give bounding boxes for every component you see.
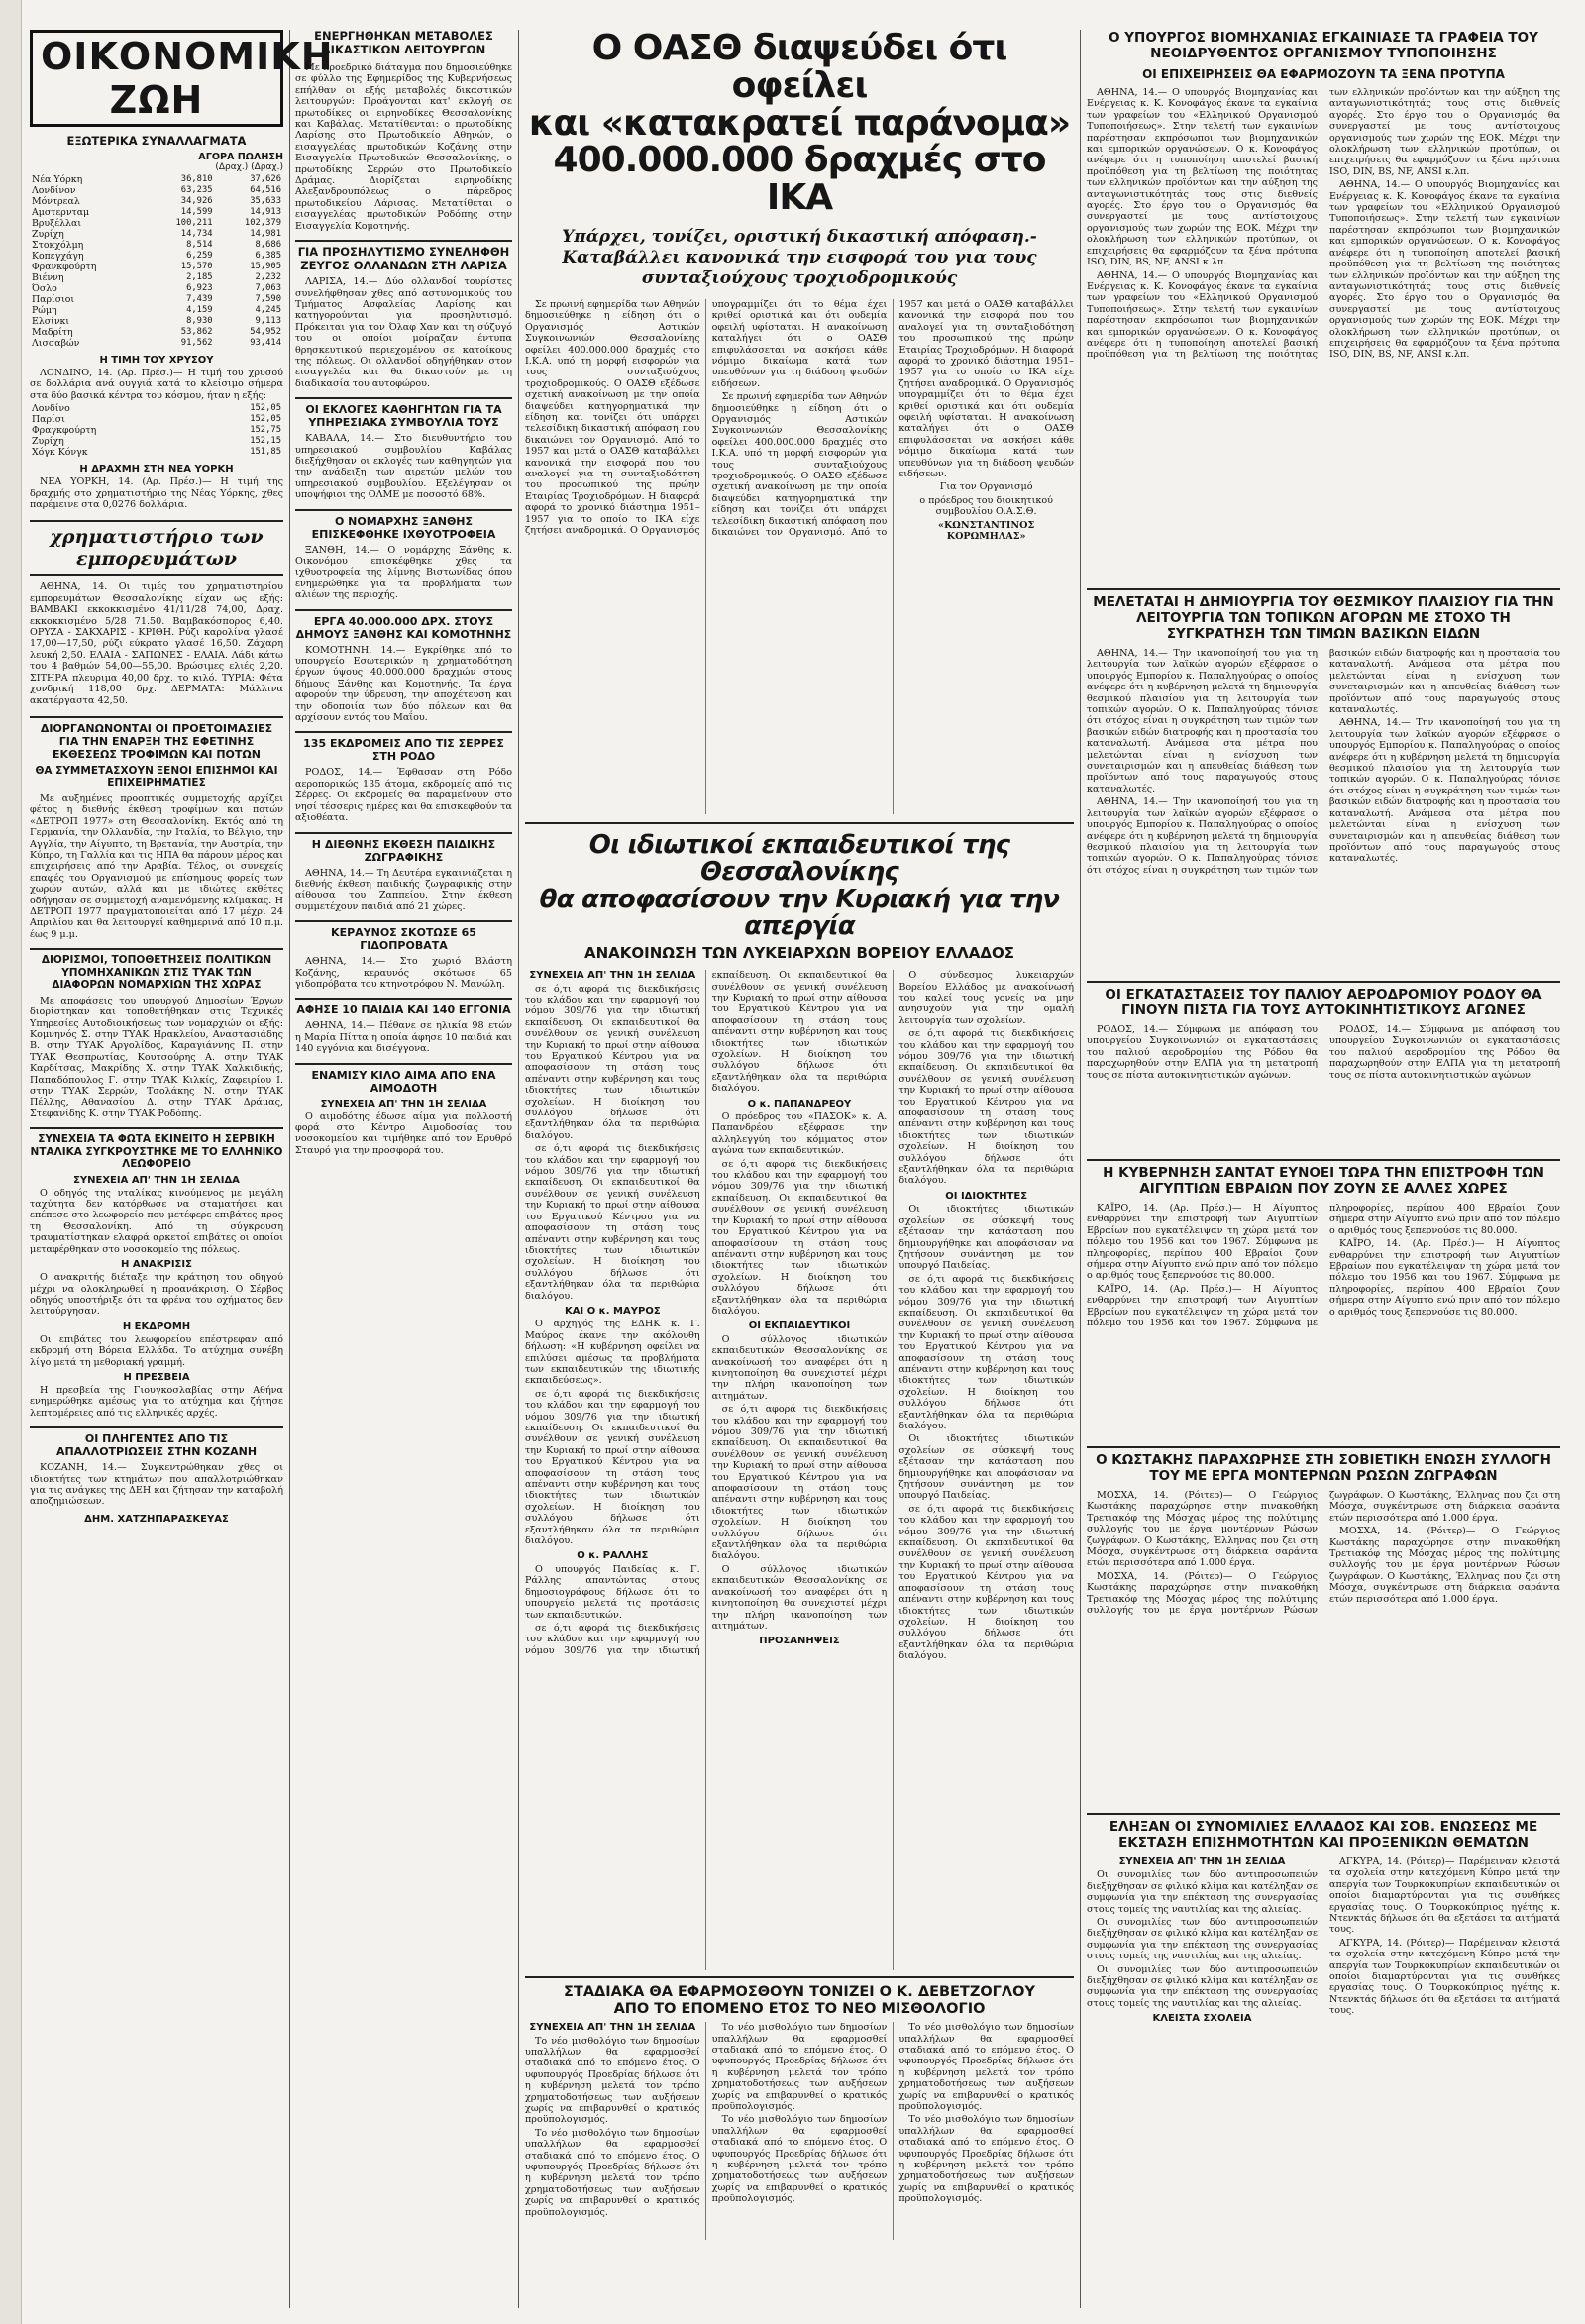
food-fair-subheading: ΘΑ ΣΥΜΜΕΤΑΣΧΟΥΝ ΞΕΝΟΙ ΕΠΙΣΗΜΟΙ ΚΑΙ ΕΠΙΧΕΙΡΗΜΑΤΙΕΣ: [35, 764, 278, 790]
currency-sell: 14,913: [250, 207, 281, 217]
food-fair-heading: ΔΙΟΡΓΑΝΩΝΟΝΤΑΙ ΟΙ ΠΡΟΕΤΟΙΜΑΣΙΕΣ ΓΙΑ ΤΗΝ ΕΝΑΡΞΗ ΤΗΣ ΕΦΕΤΙΝΗΣ ΕΚΘΕΣΕΩΣ ΤΡΟΦΙΜΩΝ ΚΑΙ ΠΟΤΩΝ: [40, 721, 273, 761]
serbian-truck-heading: ΣΥΝΕΧΕΙΑ ΤΑ ΦΩΤΑ ΕΚΙΝΕΙΤΟ Η ΣΕΡΒΙΚΗ ΝΤΑΛΙΚΑ ΣΥΓΚΡΟΥΣΤΗΚΕ ΜΕ ΤΟ ΕΛΛΗΝΙΚΟ ΛΕΩΦΟΡΕΙΟ: [30, 1133, 283, 1171]
gold-market: Φραγκφούρτη: [32, 425, 97, 437]
currency-row: [30, 196, 283, 207]
works-heading: ΕΡΓΑ 40.000.000 ΔΡΧ. ΣΤΟΥΣ ΔΗΜΟΥΣ ΞΑΝΘΗΣ ΚΑΙ ΚΟΜΟΤΗΝΗΣ: [295, 614, 512, 641]
rhodes-excursion-heading: 135 ΕΚΔΡΟΜΕΙΣ ΑΠΟ ΤΙΣ ΣΕΡΡΕΣ ΣΤΗ ΡΟΔΟ: [303, 737, 504, 764]
column-rule: [518, 30, 519, 2308]
currency-buy: 34,926: [180, 196, 213, 206]
currency-name: Αμστερνταμ: [32, 207, 90, 218]
painting-exhibition-text: ΑΘΗΝΑ, 14.— Τη Δευτέρα εγκαινιάζεται η διεθνής έκθεση παιδικής ζωγραφικής στην αίθουσα του Ζαππείου. Στην έκθεση συμμετέχουν παιδιά από 21 χώρες.: [295, 867, 512, 912]
xanthi-heading: Ο ΝΟΜΑΡΧΗΣ ΞΑΝΘΗΣ ΕΠΙΣΚΕΦΘΗΚΕ ΙΧΘΥΟΤΡΟΦΕΙΑ: [311, 514, 496, 541]
currency-name: Βιέννη: [32, 272, 64, 283]
right-column: [1087, 30, 1560, 2308]
currency-sell: 9,113: [255, 316, 281, 326]
larisa-text: ΛΑΡΙΣΑ, 14.— Δύο ολλανδοί τουρίστες συνελήφθησαν χθες από αστυνομικούς του Τμήματος Ασφαλείας Λαρίσης και κατηγορούνται για προσηλυτισμό. Πρόκειται για τον Όλαφ Χαν και τη σύζυγό του οι οποίοι μοίραζαν έντυπα θρησκευτικού περιεχομένου σε κατοίκους της πόλεως. Οι ολλανδοί οδηγήθηκαν στον εισαγγελέα και θα δικαστούν με τη διαδικασία του αυτοφώρου.: [295, 276, 512, 389]
salary-headline-line-1: ΣΤΑΔΙΑΚΑ ΘΑ ΕΦΑΡΜΟΣΘΟΥΝ ΤΟΝΙΖΕΙ Ο Κ. ΔΕΒΕΤΖΟΓΛΟΥ: [564, 1984, 1035, 2001]
currency-row: [30, 251, 283, 262]
currency-name: Ελσίνκι: [32, 316, 70, 327]
engineers-heading: ΔΙΟΡΙΣΜΟΙ, ΤΟΠΟΘΕΤΗΣΕΙΣ ΠΟΛΙΤΙΚΩΝ ΥΠΟΜΗΧΑΝΙΚΩΝ ΣΤΙΣ ΤΥΑΚ ΤΩΝ ΔΙΑΦΟΡΩΝ ΝΟΜΑΡΧΙΩΝ ΤΗΣ ΧΩΡΑΣ: [41, 954, 272, 992]
currency-buy: 7,439: [186, 294, 213, 304]
binding-gutter: [0, 0, 22, 2324]
currency-sell: 2,232: [255, 272, 281, 282]
currency-buy: 53,862: [180, 327, 213, 337]
currency-row: [30, 327, 283, 338]
gold-price: 152,05: [250, 403, 281, 414]
grandchildren-heading: ΑΦΗΣΕ 10 ΠΑΙΔΙΑ ΚΑΙ 140 ΕΓΓΟΝΙΑ: [296, 1004, 511, 1017]
gold-market: Παρίσι: [32, 414, 65, 426]
gold-price: 152,05: [250, 414, 281, 425]
currency-buy: 8,514: [186, 240, 213, 250]
embassy-subheading: Η ΠΡΕΣΒΕΙΑ: [123, 1371, 190, 1383]
kozani-text: ΚΟΖΑΝΗ, 14.— Συγκεντρώθηκαν χθες οι ιδιοκτήτες των κτημάτων που απαλλοτριώθηκαν για τις ανάγκες της ΔΕΗ και ζήτησαν την καταβολή αποζημιώσεων.: [30, 1462, 283, 1508]
painting-exhibition-heading: Η ΔΙΕΘΝΗΣ ΕΚΘΕΣΗ ΠΑΙΔΙΚΗΣ ΖΩΓΡΑΦΙΚΗΣ: [311, 837, 496, 864]
currency-sell: 14,981: [250, 229, 281, 239]
currency-buy: 14,599: [180, 207, 213, 217]
main-headline-line-3: 400.000.000 δραχμές στο ΙΚΑ: [553, 140, 1046, 219]
column-rule: [1080, 30, 1081, 2308]
currency-name: Μόντρεαλ: [32, 196, 80, 207]
serbian-truck-text: Ο οδηγός της νταλίκας κινούμενος με μεγάλη ταχύτητα δεν κατόρθωσε να σταματήσει και επέπεσε στο λεωφορείο που μετέφερε επιβάτες προς τη Θεσσαλονίκη. Από τη σύγκρουση τραυματίστηκαν ελαφρά αρκετοί επιβάτες οι οποίοι μεταφέρθηκαν στο νοσοκομείο της πόλεως.: [30, 1187, 283, 1255]
currency-sell: 64,516: [250, 185, 281, 195]
market-head: ΑΓΟΡΑ ΠΩΛΗΣΗ: [198, 152, 283, 162]
lightning-heading: ΚΕΡΑΥΝΟΣ ΣΚΟΤΩΣΕ 65 ΓΙΔΟΠΡΟΒΑΤΑ: [331, 926, 476, 953]
signature: ΔΗΜ. ΧΑΤΖΗΠΑΡΑΣΚΕΥΑΣ: [84, 1513, 229, 1525]
xanthi-text: ΞΑΝΘΗ, 14.— Ο νομάρχης Ξάνθης κ. Οικονόμου επισκέφθηκε χθες τα ιχθυοτροφεία της λίμνης Βιστωνίδας όπου ενημερώθηκε για τα προβλήματα των αλιέων της περιοχής.: [295, 544, 512, 601]
drachma-heading: Η ΔΡΑΧΜΗ ΣΤΗ ΝΕΑ ΥΟΡΚΗ: [79, 464, 234, 475]
currency-buy: 8,930: [186, 316, 213, 326]
currency-row: [30, 262, 283, 272]
currency-sell: 8,686: [255, 240, 281, 250]
briefs-column: [295, 30, 512, 2308]
commodity-exchange-heading: χρηματιστήριο των εμπορευμάτων: [30, 520, 283, 576]
currency-name: Στοκχόλμη: [32, 240, 84, 251]
talks-text: ΣΥΝΕΧΕΙΑ ΑΠ' ΤΗΝ 1Η ΣΕΛΙΔΑ Οι συνομιλίες των δύο αντιπροσωπειών διεξήχθησαν σε φιλικό κλίμα και κατέληξαν σε συμφωνία για την επέκταση της συνεργασίας στους τομείς της ναυτιλίας και της αλιείας. Οι συνομιλίες των δύο αντιπροσωπειών διεξήχθησαν σε φιλικό κλίμα και κατέληξαν σε συμφωνία για την επέκταση της συνεργασίας στους τομείς της ναυτιλίας και της αλιείας. Οι συνομιλίες των δύο αντιπροσωπειών διεξήχθησαν σε φιλικό κλίμα και κατέληξαν σε συμφωνία για την επέκταση της συνεργασίας στους τομείς της ναυτιλίας και της αλιείας. ΚΛΕΙΣΤΑ ΣΧΟΛΕΙΑ ΑΓΚΥΡΑ, 14. (Ρόιτερ)— Παρέμειναν κλειστά τα σχολεία στην κατεχόμενη Κύπρο μετά την απεργία των Τουρκοκυπρίων εκπαιδευτικών οι οποίοι διαμαρτύρονται για τις συνθήκες εργασίας τους. Ο Τουρκοκύπριος ηγέτης κ. Ντενκτάς δήλωσε ότι θα εξετάσει τα αιτήματά τους. ΑΓΚΥΡΑ, 14. (Ρόιτερ)— Παρέμειναν κλειστά τα σχολεία στην κατεχόμενη Κύπρο μετά την απεργία των Τουρκοκυπρίων εκπαιδευτικών οι οποίοι διαμαρτύρονται για τις συνθήκες εργασίας τους. Ο Τουρκοκύπριος ηγέτης κ. Ντενκτάς δήλωσε ότι θα εξετάσει τα αιτήματά τους.: [1087, 1856, 1560, 2025]
rhodes-excursion-text: ΡΟΔΟΣ, 14.— Έφθασαν στη Ρόδο αεροπορικώς 135 άτομα, εκδρομείς από τις Σέρρες. Οι εκδρομείς θα παραμείνουν στο νησί τέσσερις ημέρες και θα επισκεφθούν τα αξιοθέατα.: [295, 767, 513, 824]
currency-name: Φρανκφούρτη: [32, 262, 97, 272]
column-rule: [289, 30, 290, 2308]
section-rule: [525, 1976, 1074, 1978]
lightning-text: ΑΘΗΝΑ, 14.— Στο χωριό Βλάστη Κοζάνης, κεραυνός σκότωσε 65 γιδοπρόβατα του κτηνοτρόφου Ν. Μανώλη.: [295, 956, 512, 990]
market-subhead: (Δραχ.) (Δραχ.): [215, 162, 283, 172]
gold-row: [30, 414, 283, 425]
food-fair-text: Με αυξημένες προοπτικές συμμετοχής αρχίζει φέτος η διεθνής έκθεση τροφίμων και ποτών «ΔΕΤΡΟΠ 1977» στη Θεσσαλονίκη. Εκτός από τη Γερμανία, την Ολλανδία, την Ιταλία, το Βέλγιο, την Αγγλία, την Αίγυπτο, τη Βρετανία, την Αυστρία, την Κύπρο, τη Γαλλία και τις ΗΠΑ θα πάρουν μέρος και επιχειρήσεις από την Αραβία. Τέλος, οι συνεχείς επαφές του Οργανισμού με επίσημους φορείς των χωρών αυτών, αλλά και με ιδιώτες εκθέτες οδήγησαν σε συμμετοχή αναμενόμενης κλίμακας. Η ΔΕΤΡΟΠ 1977 πραγματοποιείται από 17 μέχρι 24 Απριλίου και θα λειτουργεί καθημερινά από 10 π.μ. έως 9 μ.μ.: [30, 792, 283, 940]
currency-name: Παρίσιοι: [32, 294, 75, 305]
currency-sell: 7,590: [255, 294, 281, 304]
main-headline-line-1: Ο ΟΑΣΘ διαψεύδει ότι οφείλει: [591, 28, 1007, 106]
gold-row: [30, 425, 283, 436]
gold-market: Ζυρίχη: [32, 436, 64, 448]
section-rule: [525, 822, 1074, 824]
blood-donor-text: Ο αιμοδότης έδωσε αίμα για πολλοστή φορά στο Κέντρο Αιμοδοσίας του νοσοκομείου και τιμήθηκε από τον Ερυθρό Σταυρό για την προσφορά του.: [295, 1110, 512, 1156]
currency-sell: 15,905: [250, 262, 281, 271]
currency-row: [30, 283, 283, 294]
currency-buy: 36,810: [180, 174, 213, 184]
salary-article-text: ΣΥΝΕΧΕΙΑ ΑΠ' ΤΗΝ 1Η ΣΕΛΙΔΑ Το νέο μισθολόγιο των δημοσίων υπαλλήλων θα εφαρμοσθεί σταδιακά από το επόμενο έτος. Ο υφυπουργός Προεδρίας δήλωσε ότι η κυβέρνηση μελετά τον τρόπο χρηματοδοτήσεως των αυξήσεων χωρίς να επιβαρυνθεί ο κρατικός προϋπολογισμός. Το νέο μισθολόγιο των δημοσίων υπαλλήλων θα εφαρμοσθεί σταδιακά από το επόμενο έτος. Ο υφυπουργός Προεδρίας δήλωσε ότι η κυβέρνηση μελετά τον τρόπο χρηματοδοτήσεως των αυξήσεων χωρίς να επιβαρυνθεί ο κρατικός προϋπολογισμός. Το νέο μισθολόγιο των δημοσίων υπαλλήλων θα εφαρμοσθεί σταδιακά από το επόμενο έτος. Ο υφυπουργός Προεδρίας δήλωσε ότι η κυβέρνηση μελετά τον τρόπο χρηματοδοτήσεως των αυξήσεων χωρίς να επιβαρυνθεί ο κρατικός προϋπολογισμός. Το νέο μισθολόγιο των δημοσίων υπαλλήλων θα εφαρμοσθεί σταδιακά από το επόμενο έτος. Ο υφυπουργός Προεδρίας δήλωσε ότι η κυβέρνηση μελετά τον τρόπο χρηματοδοτήσεως των αυξήσεων χωρίς να επιβαρυνθεί ο κρατικός προϋπολογισμός. Το νέο μισθολόγιο των δημοσίων υπαλλήλων θα εφαρμοσθεί σταδιακά από το επόμενο έτος. Ο υφυπουργός Προεδρίας δήλωσε ότι η κυβέρνηση μελετά τον τρόπο χρηματοδοτήσεως των αυξήσεων χωρίς να επιβαρυνθεί ο κρατικός προϋπολογισμός. Το νέο μισθολόγιο των δημοσίων υπαλλήλων θα εφαρμοσθεί σταδιακά από το επόμενο έτος. Ο υφυπουργός Προεδρίας δήλωσε ότι η κυβέρνηση μελετά τον τρόπο χρηματοδοτήσεως των αυξήσεων χωρίς να επιβαρυνθεί ο κρατικός προϋπολογισμός.: [525, 2022, 1074, 2218]
currency-name: Λονδίνον: [32, 185, 76, 196]
excursion-text: Οι επιβάτες του λεωφορείου επέστρεφαν από εκδρομή στη Βόρεια Ελλάδα. Το ατύχημα συνέβη λίγο μετά τη μεθοριακή γραμμή.: [30, 1333, 283, 1368]
judicial-heading: ΕΝΕΡΓΗΘΗΚΑΝ ΜΕΤΑΒΟΛΕΣ ΔΙΚΑΣΤΙΚΩΝ ΛΕΙΤΟΥΡΓΩΝ: [314, 29, 493, 56]
egypt-text: ΚΑΪΡΟ, 14. (Αρ. Πρέσ.)— Η Αίγυπτος ενθαρρύνει την επιστροφή των Αιγυπτίων Εβραίων που εγκατέλειψαν τη χώρα μετά τον πόλεμο του 1956 και του 1967. Σύμφωνα με πληροφορίες, περίπου 400 Εβραίοι ζουν σήμερα στην Αίγυπτο ενώ πριν από τον πόλεμο ο αριθμός τους ξεπερνούσε τις 80.000. ΚΑΪΡΟ, 14. (Αρ. Πρέσ.)— Η Αίγυπτος ενθαρρύνει την επιστροφή των Αιγυπτίων Εβραίων που εγκατέλειψαν τη χώρα μετά τον πόλεμο του 1956 και του 1967. Σύμφωνα με πληροφορίες, περίπου 400 Εβραίοι ζουν σήμερα στην Αίγυπτο ενώ πριν από τον πόλεμο ο αριθμός τους ξεπερνούσε τις 80.000. ΚΑΪΡΟ, 14. (Αρ. Πρέσ.)— Η Αίγυπτος ενθαρρύνει την επιστροφή των Αιγυπτίων Εβραίων που εγκατέλειψαν τη χώρα μετά τον πόλεμο του 1956 και του 1967. Σύμφωνα με πληροφορίες, περίπου 400 Εβραίοι ζουν σήμερα στην Αίγυπτο ενώ πριν από τον πόλεμο ο αριθμός τους ξεπερνούσε τις 80.000.: [1087, 1203, 1560, 1329]
standardization-subheading: ΟΙ ΕΠΙΧΕΙΡΗΣΕΙΣ ΘΑ ΕΦΑΡΜΟΖΟΥΝ ΤΑ ΞΕΝΑ ΠΡΟΤΥΠΑ: [1142, 67, 1505, 81]
currency-buy: 6,923: [186, 283, 213, 293]
gold-row: [30, 403, 283, 414]
grandchildren-text: ΑΘΗΝΑ, 14.— Πέθανε σε ηλικία 98 ετών η Μαρία Πίττα η οποία άφησε 10 παιδιά και 140 εγγόνια και δισέγγονα.: [295, 1020, 512, 1055]
currency-row: [30, 305, 283, 316]
egypt-heading: Η ΚΥΒΕΡΝΗΣΗ ΣΑΝΤΑΤ ΕΥΝΟΕΙ ΤΩΡΑ ΤΗΝ ΕΠΙΣΤΡΟΦΗ ΤΩΝ ΑΙΓΥΠΤΙΩΝ ΕΒΡΑΙΩΝ ΠΟΥ ΖΟΥΝ ΣΕ ΑΛΛΕΣ ΧΩΡΕΣ: [1103, 1165, 1544, 1197]
strike-headline-line-1: Οι ιδιωτικοί εκπαιδευτικοί της Θεσσαλονίκης: [588, 829, 1010, 888]
blood-donor-heading: ΕΝΑΜΙΣΥ ΚΙΛΟ ΑΙΜΑ ΑΠΟ ΕΝΑ ΑΙΜΟΔΟΤΗ: [311, 1068, 496, 1095]
continuation-label: ΣΥΝΕΧΕΙΑ ΑΠ' ΤΗΝ 1Η ΣΕΛΙΔΑ: [320, 1098, 487, 1109]
teachers-elections-heading: ΟΙ ΕΚΛΟΓΕΣ ΚΑΘΗΓΗΤΩΝ ΓΙΑ ΤΑ ΥΠΗΡΕΣΙΑΚΑ ΣΥΜΒΟΥΛΙΑ ΤΟΥΣ: [305, 403, 502, 430]
currency-row: [30, 185, 283, 196]
judicial-text: Με προεδρικό διάταγμα που δημοσιεύθηκε σε φύλλο της Εφημερίδος της Κυβερνήσεως επήλθαν οι εξής μεταβολές δικαστικών λειτουργών: Προάγονται κατ' εκλογή σε πρωτοδίκες οι ειρηνοδίκες Θεσσαλονίκης και Καβάλας. Μετατίθενται: ο πρωτοδίκης Λαρίσης στο Πρωτοδικείο Αθηνών, ο εισαγγελέας πρωτοδικών Κοζάνης στην Εισαγγελία Πρωτοδικών Θεσσαλονίκης, ο πρωτοδίκης Σερρών στο Πρωτοδικείο Δράμας. Διορίζεται ειρηνοδίκης Αλεξανδρουπόλεως ο πάρεδρος πρωτοδικείου Λάρισας. Μετατίθεται ο εισαγγελέας πρωτοδικών Ροδόπης στην Εισαγγελία Κομοτηνής.: [295, 62, 512, 232]
currency-name: Βρυξέλλαι: [32, 218, 82, 229]
interrogation-text: Ο ανακριτής διέταξε την κράτηση του οδηγού μέχρι να ολοκληρωθεί η προανάκριση. Ο Σέρβος οδηγός υποστήριξε ότι τα φρένα του οχήματος δεν λειτούργησαν.: [30, 1272, 283, 1318]
kostakis-text: ΜΟΣΧΑ, 14. (Ρόιτερ)— Ο Γεώργιος Κωστάκης παραχώρησε στην πινακοθήκη Τρετιακόφ της Μόσχας μέρος της πολύτιμης συλλογής του με έργα μοντέρνων Ρώσων ζωγράφων. Ο Κωστάκης, Έλληνας που ζει στη Μόσχα, συγκέντρωσε στη διάρκεια σαράντα ετών περισσότερα από 1.000 έργα. ΜΟΣΧΑ, 14. (Ρόιτερ)— Ο Γεώργιος Κωστάκης παραχώρησε στην πινακοθήκη Τρετιακόφ της Μόσχας μέρος της πολύτιμης συλλογής του με έργα μοντέρνων Ρώσων ζωγράφων. Ο Κωστάκης, Έλληνας που ζει στη Μόσχα, συγκέντρωσε στη διάρκεια σαράντα ετών περισσότερα από 1.000 έργα. ΜΟΣΧΑ, 14. (Ρόιτερ)— Ο Γεώργιος Κωστάκης παραχώρησε στην πινακοθήκη Τρετιακόφ της Μόσχας μέρος της πολύτιμης συλλογής του με έργα μοντέρνων Ρώσων ζωγράφων. Ο Κωστάκης, Έλληνας που ζει στη Μόσχα, συγκέντρωσε στη διάρκεια σαράντα ετών περισσότερα από 1.000 έργα.: [1087, 1490, 1560, 1617]
strike-article-text: ΣΥΝΕΧΕΙΑ ΑΠ' ΤΗΝ 1Η ΣΕΛΙΔΑ σε ό,τι αφορά τις διεκδικήσεις του κλάδου και την εφαρμογή του νόμου 309/76 για την ιδιωτική εκπαίδευση. Οι εκπαιδευτικοί θα συνέλθουν σε γενική συνέλευση την Κυριακή το πρωί στην αίθουσα του Εργατικού Κέντρου για να αποφασίσουν τη στάση τους απέναντι στην κυβέρνηση και τους ιδιοκτήτες των ιδιωτικών σχολείων. Η διοίκηση του συλλόγου δήλωσε ότι εξαντλήθηκαν όλα τα περιθώρια διαλόγου. σε ό,τι αφορά τις διεκδικήσεις του κλάδου και την εφαρμογή του νόμου 309/76 για την ιδιωτική εκπαίδευση. Οι εκπαιδευτικοί θα συνέλθουν σε γενική συνέλευση την Κυριακή το πρωί στην αίθουσα του Εργατικού Κέντρου για να αποφασίσουν τη στάση τους απέναντι στην κυβέρνηση και τους ιδιοκτήτες των ιδιωτικών σχολείων. Η διοίκηση του συλλόγου δήλωσε ότι εξαντλήθηκαν όλα τα περιθώρια διαλόγου. ΚΑΙ Ο κ. ΜΑΥΡΟΣ Ο αρχηγός της ΕΔΗΚ κ. Γ. Μαύρος έκανε την ακόλουθη δήλωση: «Η κυβέρνηση οφείλει να επιλύσει αμέσως τα προβλήματα των εκπαιδευτικών της ιδιωτικής εκπαιδεύσεως». σε ό,τι αφορά τις διεκδικήσεις του κλάδου και την εφαρμογή του νόμου 309/76 για την ιδιωτική εκπαίδευση. Οι εκπαιδευτικοί θα συνέλθουν σε γενική συνέλευση την Κυριακή το πρωί στην αίθουσα του Εργατικού Κέντρου για να αποφασίσουν τη στάση τους απέναντι στην κυβέρνηση και τους ιδιοκτήτες των ιδιωτικών σχολείων. Η διοίκηση του συλλόγου δήλωσε ότι εξαντλήθηκαν όλα τα περιθώρια διαλόγου. Ο κ. ΡΑΛΛΗΣ Ο υπουργός Παιδείας κ. Γ. Ράλλης απαντώντας στους δημοσιογράφους δήλωσε ότι το υπουργείο μελετά τις προτάσεις των εκπαιδευτικών. σε ό,τι αφορά τις διεκδικήσεις του κλάδου και την εφαρμογή του νόμου 309/76 για την ιδιωτική εκπαίδευση. Οι εκπαιδευτικοί θα συνέλθουν σε γενική συνέλευση την Κυριακή το πρωί στην αίθουσα του Εργατικού Κέντρου για να αποφασίσουν τη στάση τους απέναντι στην κυβέρνηση και τους ιδιοκτήτες των ιδιωτικών σχολείων. Η διοίκηση του συλλόγου δήλωσε ότι εξαντλήθηκαν όλα τα περιθώρια διαλόγου. Ο κ. ΠΑΠΑΝΔΡΕΟΥ Ο πρόεδρος του «ΠΑΣΟΚ» κ. Α. Παπανδρέου εξέφρασε την αλληλεγγύη του κόμματος στον αγώνα των εκπαιδευτικών. σε ό,τι αφορά τις διεκδικήσεις του κλάδου και την εφαρμογή του νόμου 309/76 για την ιδιωτική εκπαίδευση. Οι εκπαιδευτικοί θα συνέλθουν σε γενική συνέλευση την Κυριακή το πρωί στην αίθουσα του Εργατικού Κέντρου για να αποφασίσουν τη στάση τους απέναντι στην κυβέρνηση και τους ιδιοκτήτες των ιδιωτικών σχολείων. Η διοίκηση του συλλόγου δήλωσε ότι εξαντλήθηκαν όλα τα περιθώρια διαλόγου. ΟΙ ΕΚΠΑΙΔΕΥΤΙΚΟΙ Ο σύλλογος ιδιωτικών εκπαιδευτικών Θεσσαλονίκης σε ανακοίνωσή του αναφέρει ότι η κινητοποίηση θα συνεχιστεί μέχρι την πλήρη ικανοποίηση των αιτημάτων. σε ό,τι αφορά τις διεκδικήσεις του κλάδου και την εφαρμογή του νόμου 309/76 για την ιδιωτική εκπαίδευση. Οι εκπαιδευτικοί θα συνέλθουν σε γενική συνέλευση την Κυριακή το πρωί στην αίθουσα του Εργατικού Κέντρου για να αποφασίσουν τη στάση τους απέναντι στην κυβέρνηση και τους ιδιοκτήτες των ιδιωτικών σχολείων. Η διοίκηση του συλλόγου δήλωσε ότι εξαντλήθηκαν όλα τα περιθώρια διαλόγου. Ο σύλλογος ιδιωτικών εκπαιδευτικών Θεσσαλονίκης σε ανακοίνωσή του αναφέρει ότι η κινητοποίηση θα συνεχιστεί μέχρι την πλήρη ικανοποίηση των αιτημάτων. ΠΡΟΣΑΝΗΨΕΙΣ Ο σύνδεσμος λυκειαρχών Βορείου Ελλάδος με ανακοίνωσή του καλεί τους γονείς να μην ανησυχούν για την ομαλή λειτουργία των σχολείων. σε ό,τι αφορά τις διεκδικήσεις του κλάδου και την εφαρμογή του νόμου 309/76 για την ιδιωτική εκπαίδευση. Οι εκπαιδευτικοί θα συνέλθουν σε γενική συνέλευση την Κυριακή το πρωί στην αίθουσα του Εργατικού Κέντρου για να αποφασίσουν τη στάση τους απέναντι στην κυβέρνηση και τους ιδιοκτήτες των ιδιωτικών σχολείων. Η διοίκηση του συλλόγου δήλωσε ότι εξαντλήθηκαν όλα τα περιθώρια διαλόγου. ΟΙ ΙΔΙΟΚΤΗΤΕΣ Οι ιδιοκτήτες ιδιωτικών σχολείων σε σύσκεψή τους εξέτασαν την κατάσταση που δημιουργήθηκε και αποφάσισαν να ζητήσουν συνάντηση με τον υπουργό Παιδείας. σε ό,τι αφορά τις διεκδικήσεις του κλάδου και την εφαρμογή του νόμου 309/76 για την ιδιωτική εκπαίδευση. Οι εκπαιδευτικοί θα συνέλθουν σε γενική συνέλευση την Κυριακή το πρωί στην αίθουσα του Εργατικού Κέντρου για να αποφασίσουν τη στάση τους απέναντι στην κυβέρνηση και τους ιδιοκτήτες των ιδιωτικών σχολείων. Η διοίκηση του συλλόγου δήλωσε ότι εξαντλήθηκαν όλα τα περιθώρια διαλόγου. Οι ιδιοκτήτες ιδιωτικών σχολείων σε σύσκεψή τους εξέτασαν την κατάσταση που δημιουργήθηκε και αποφάσισαν να ζητήσουν συνάντηση με τον υπουργό Παιδείας. σε ό,τι αφορά τις διεκδικήσεις του κλάδου και την εφαρμογή του νόμου 309/76 για την ιδιωτική εκπαίδευση. Οι εκπαιδευτικοί θα συνέλθουν σε γενική συνέλευση την Κυριακή το πρωί στην αίθουσα του Εργατικού Κέντρου για να αποφασίσουν τη στάση τους απέναντι στην κυβέρνηση και τους ιδιοκτήτες των ιδιωτικών σχολείων. Η διοίκηση του συλλόγου δήλωσε ότι εξαντλήθηκαν όλα τα περιθώρια διαλόγου.: [525, 970, 1074, 1662]
interrogation-subheading: Η ΑΝΑΚΡΙΣΙΣ: [121, 1259, 192, 1271]
currency-row: [30, 316, 283, 327]
currency-sell: 35,633: [250, 196, 281, 206]
gold-price: 152,75: [250, 425, 281, 436]
teachers-elections-text: ΚΑΒΑΛΑ, 14.— Στο διευθυντήριο του υπηρεσιακού συμβουλίου Καβάλας διεξήχθησαν οι εκλογές των καθηγητών για την ανάδειξη των αιρετών μελών του υπηρεσιακού συμβουλίου. Εξελέγησαν οι υποψήφιοι της ΟΛΜΕ με ποσοστό 68%.: [295, 433, 512, 501]
currency-sell: 54,952: [250, 327, 281, 337]
airport-text: ΡΟΔΟΣ, 14.— Σύμφωνα με απόφαση του υπουργείου Συγκοινωνιών οι εγκαταστάσεις του παλιού αεροδρομίου της Ρόδου θα παραχωρηθούν στην ΕΛΠΑ για τη μετατροπή τους σε πίστα αυτοκινητιστικών αγώνων. ΡΟΔΟΣ, 14.— Σύμφωνα με απόφαση του υπουργείου Συγκοινωνιών οι εγκαταστάσεις του παλιού αεροδρομίου της Ρόδου θα παραχωρηθούν στην ΕΛΠΑ για τη μετατροπή τους σε πίστα αυτοκινητιστικών αγώνων.: [1087, 1024, 1560, 1081]
standardization-text: ΑΘΗΝΑ, 14.— Ο υπουργός Βιομηχανίας και Ενέργειας κ. Κ. Κονοφάγος έκανε τα εγκαίνια των γραφείων του «Ελληνικού Οργανισμού Τυποποιήσεως». Στην τελετή των εγκαινίων παρέστησαν εκπρόσωποι των βιομηχανικών και εμπορικών οργανώσεων. Ο κ. Κονοφάγος ανέφερε ότι η τυποποίηση αποτελεί βασική προϋπόθεση για τη βελτίωση της ποιότητας των ελληνικών προϊόντων και την αύξηση της ανταγωνιστικότητάς τους στις διεθνείς αγορές. Στο έργο του ο Οργανισμός θα συνεργαστεί με τους αντίστοιχους οργανισμούς των χωρών της ΕΟΚ. Μέχρι την ολοκλήρωση των ελληνικών προτύπων, οι επιχειρήσεις θα εφαρμόζουν τα ξένα πρότυπα ISO, DIN, BS, NF, ANSI κ.λπ. ΑΘΗΝΑ, 14.— Ο υπουργός Βιομηχανίας και Ενέργειας κ. Κ. Κονοφάγος έκανε τα εγκαίνια των γραφείων του «Ελληνικού Οργανισμού Τυποποιήσεως». Στην τελετή των εγκαινίων παρέστησαν εκπρόσωποι των βιομηχανικών και εμπορικών οργανώσεων. Ο κ. Κονοφάγος ανέφερε ότι η τυποποίηση αποτελεί βασική προϋπόθεση για τη βελτίωση της ποιότητας των ελληνικών προϊόντων και την αύξηση της ανταγωνιστικότητάς τους στις διεθνείς αγορές. Στο έργο του ο Οργανισμός θα συνεργαστεί με τους αντίστοιχους οργανισμούς των χωρών της ΕΟΚ. Μέχρι την ολοκλήρωση των ελληνικών προτύπων, οι επιχειρήσεις θα εφαρμόζουν τα ξένα πρότυπα ISO, DIN, BS, NF, ANSI κ.λπ. ΑΘΗΝΑ, 14.— Ο υπουργός Βιομηχανίας και Ενέργειας κ. Κ. Κονοφάγος έκανε τα εγκαίνια των γραφείων του «Ελληνικού Οργανισμού Τυποποιήσεως». Στην τελετή των εγκαινίων παρέστησαν εκπρόσωποι των βιομηχανικών και εμπορικών οργανώσεων. Ο κ. Κονοφάγος ανέφερε ότι η τυποποίηση αποτελεί βασική προϋπόθεση για τη βελτίωση της ποιότητας των ελληνικών προϊόντων και την αύξηση της ανταγωνιστικότητάς τους στις διεθνείς αγορές. Στο έργο του ο Οργανισμός θα συνεργαστεί με τους αντίστοιχους οργανισμούς των χωρών της ΕΟΚ. Μέχρι την ολοκλήρωση των ελληνικών προτύπων, οι επιχειρήσεις θα εφαρμόζουν τα ξένα πρότυπα ISO, DIN, BS, NF, ANSI κ.λπ.: [1087, 87, 1560, 361]
currency-buy: 4,159: [186, 305, 213, 315]
center-block: [525, 30, 1074, 2308]
local-markets-heading: ΜΕΛΕΤΑΤΑΙ Η ΔΗΜΙΟΥΡΓΙΑ ΤΟΥ ΘΕΣΜΙΚΟΥ ΠΛΑΙΣΙΟΥ ΓΙΑ ΤΗΝ ΛΕΙΤΟΥΡΓΙΑ ΤΩΝ ΤΟΠΙΚΩΝ ΑΓΟΡΩΝ ΜΕ ΣΤΟΧΟ ΤΗ ΣΥΓΚΡΑΤΗΣΗ ΤΩΝ ΤΙΜΩΝ ΒΑΣΙΚΩΝ ΕΙΔΩΝ: [1093, 594, 1554, 642]
gold-table: [30, 403, 283, 458]
gold-price: 152,15: [250, 436, 281, 447]
currency-row: [30, 174, 283, 185]
gold-heading: Η ΤΙΜΗ ΤΟΥ ΧΡΥΣΟΥ: [99, 355, 214, 366]
oasth-article-text: Σε πρωινή εφημερίδα των Αθηνών δημοσιεύθηκε η είδηση ότι ο Οργανισμός Αστικών Συγκοινωνιών Θεσσαλονίκης οφείλει 400.000.000 δραχμές στο Ι.Κ.Α. υπό τη μορφή εισφορών για τους συνταξιούχους τροχιοδρομικούς. Ο ΟΑΣΘ εξέδωσε σχετική ανακοίνωση με την οποία διαψεύδει κατηγορηματικά την είδηση και τονίζει ότι υπάρχει τελεσίδικη δικαστική απόφαση που δικαιώνει τον Οργανισμό. Από το 1957 και μετά ο ΟΑΣΘ καταβάλλει κανονικά την εισφορά που του αναλογεί για τη συνταξιοδότηση του προσωπικού της πρώην Εταιρίας Τροχιοδρόμων. Η διαφορά αφορά το χρονικό διάστημα 1951–1957 για το οποίο το ΙΚΑ είχε ζητήσει αναδρομικά. Ο Οργανισμός υπογραμμίζει ότι το θέμα έχει κριθεί οριστικά και ότι ουδεμία οφειλή υφίσταται. Η ανακοίνωση καταλήγει ότι ο ΟΑΣΘ επιφυλάσσεται να ασκήσει κάθε νόμιμο δικαίωμα κατά των υπευθύνων για τη διάδοση ψευδών ειδήσεων. Σε πρωινή εφημερίδα των Αθηνών δημοσιεύθηκε η είδηση ότι ο Οργανισμός Αστικών Συγκοινωνιών Θεσσαλονίκης οφείλει 400.000.000 δραχμές στο Ι.Κ.Α. υπό τη μορφή εισφορών για τους συνταξιούχους τροχιοδρομικούς. Ο ΟΑΣΘ εξέδωσε σχετική ανακοίνωση με την οποία διαψεύδει κατηγορηματικά την είδηση και τονίζει ότι υπάρχει τελεσίδικη δικαστική απόφαση που δικαιώνει τον Οργανισμό. Από το 1957 και μετά ο ΟΑΣΘ καταβάλλει κανονικά την εισφορά που του αναλογεί για τη συνταξιοδότηση του προσωπικού της πρώην Εταιρίας Τροχιοδρόμων. Η διαφορά αφορά το χρονικό διάστημα 1951–1957 για το οποίο το ΙΚΑ είχε ζητήσει αναδρομικά. Ο Οργανισμός υπογραμμίζει ότι το θέμα έχει κριθεί οριστικά και ότι ουδεμία οφειλή υφίσταται. Η ανακοίνωση καταλήγει ότι ο ΟΑΣΘ επιφυλάσσεται να ασκήσει κάθε νόμιμο δικαίωμα κατά των υπευθύνων για τη διάδοση ψευδών ειδήσεων. Για τον Οργανισμό ο πρόεδρος του διοικητικού συμβουλίου Ο.Α.Σ.Θ. «ΚΩΝΣΤΑΝΤΙΝΟΣ ΚΟΡΩΜΗΛΑΣ»: [525, 298, 1074, 543]
currency-row: [30, 240, 283, 251]
gold-text: ΛΟΝΔΙΝΟ, 14. (Αρ. Πρέσ.)— Η τιμή του χρυσού σε δολλάρια ανά ουγγιά κατά το κλείσιμο σήμερα στα δύο βασικά κέντρα του κόσμου, ήταν η εξής:: [30, 368, 283, 401]
economic-life-column: [30, 30, 334, 2308]
currency-buy: 100,211: [175, 218, 213, 228]
foreign-exchange-heading: ΕΞΩΤΕΡΙΚΑ ΣΥΝΑΛΛΑΓΜΑΤΑ: [66, 134, 247, 148]
currency-row: [30, 207, 283, 218]
main-subheadline: Υπάρχει, τονίζει, οριστική δικαστική απόφαση.- Καταβάλλει κανονικά την εισφορά του για τους συνταξιούχους τροχιοδρομικούς: [562, 226, 1037, 288]
currency-row: [30, 294, 283, 305]
standardization-heading: Ο ΥΠΟΥΡΓΟΣ ΒΙΟΜΗΧΑΝΙΑΣ ΕΓΚΑΙΝΙΑΣΕ ΤΑ ΓΡΑΦΕΙΑ ΤΟΥ ΝΕΟΙΔΡΥΘΕΝΤΟΣ ΟΡΓΑΝΙΣΜΟΥ ΤΥΠΟΠΟΙΗΣΗΣ: [1109, 30, 1538, 61]
drachma-text: ΝΕΑ ΥΟΡΚΗ, 14. (Αρ. Πρέσ.)— Η τιμή της δραχμής στο χρηματιστήριο της Νέας Υόρκης, χθες παρέμεινε στα 0,0276 δολλάρια.: [30, 476, 283, 511]
gold-row: [30, 447, 283, 458]
currency-buy: 15,570: [180, 262, 213, 271]
currency-sell: 6,385: [255, 251, 281, 261]
currency-name: Μαδρίτη: [32, 327, 73, 338]
currency-buy: 2,185: [186, 272, 213, 282]
currency-row: [30, 229, 283, 240]
engineers-text: Με αποφάσεις του υπουργού Δημοσίων Έργων διορίστηκαν και τοποθετήθηκαν στις Τεχνικές Υπηρεσίες Αυτοδιοικήσεως των νομαρχιών οι εξής: Κομνηνός Σ. στην ΤΥΑΚ Ηρακλείου, Αναστασιάδης Β. στην ΤΥΑΚ Αργολίδος, Καραγιάννης Π. στην ΤΥΑΚ Θεσπρωτίας, Κουτσούρης Α. στην ΤΥΑΚ Καρδίτσας, Μακρίδης Χ. στην ΤΥΑΚ Χαλκιδικής, Παπαδόπουλος Γ. στην ΤΥΑΚ Κιλκίς, Ζαφειρίου Ι. στην ΤΥΑΚ Σερρών, Τσολάκης Ν. στην ΤΥΑΚ Πέλλης, Αθανασίου Δ. στην ΤΥΑΚ Δράμας, Στεφανίδης Κ. στην ΤΥΑΚ Ροδόπης.: [30, 995, 283, 1119]
currency-sell: 37,626: [250, 174, 281, 184]
currency-name: Ζυρίχη: [32, 229, 64, 240]
kostakis-heading: Ο ΚΩΣΤΑΚΗΣ ΠΑΡΑΧΩΡΗΣΕ ΣΤΗ ΣΟΒΙΕΤΙΚΗ ΕΝΩΣΗ ΣΥΛΛΟΓΗ ΤΟΥ ΜΕ ΕΡΓΑ ΜΟΝΤΕΡΝΩΝ ΡΩΣΩΝ ΖΩΓΡΑΦΩΝ: [1096, 1452, 1551, 1484]
masthead: ΟΙΚΟΝΟΜΙΚΗ ΖΩΗ: [30, 30, 283, 127]
currency-sell: 7,063: [255, 283, 281, 293]
strike-subheadline: ΑΝΑΚΟΙΝΩΣΗ ΤΩΝ ΛΥΚΕΙΑΡΧΩΝ ΒΟΡΕΙΟΥ ΕΛΛΑΔΟΣ: [584, 944, 1014, 963]
talks-heading: ΕΛΗΞΑΝ ΟΙ ΣΥΝΟΜΙΛΙΕΣ ΕΛΛΑΔΟΣ ΚΑΙ ΣΟΒ. ΕΝΩΣΕΩΣ ΜΕ ΕΚΣΤΑΣΗ ΕΠΙΣΗΜΟΤΗΤΩΝ ΚΑΙ ΠΡΟΞΕΝΙΚΩΝ ΘΕΜΑΤΩΝ: [1109, 1819, 1538, 1850]
currency-row: [30, 218, 283, 229]
local-markets-text: ΑΘΗΝΑ, 14.— Την ικανοποίησή του για τη λειτουργία των λαϊκών αγορών εξέφρασε ο υπουργός Εμπορίου κ. Παπαληγούρας ο οποίος ανέφερε ότι η κυβέρνηση μελετά τη δημιουργία θεσμικού πλαισίου για τη λειτουργία των τοπικών αγορών. Ο κ. Παπαληγούρας τόνισε ότι στόχος είναι η συγκράτηση των τιμών των βασικών ειδών διατροφής και η προστασία του καταναλωτή. Ανάμεσα στα μέτρα που μελετώνται είναι η ενίσχυση των συνεταιρισμών και η απευθείας διάθεση των προϊόντων από τους παραγωγούς στους καταναλωτές. ΑΘΗΝΑ, 14.— Την ικανοποίησή του για τη λειτουργία των λαϊκών αγορών εξέφρασε ο υπουργός Εμπορίου κ. Παπαληγούρας ο οποίος ανέφερε ότι η κυβέρνηση μελετά τη δημιουργία θεσμικού πλαισίου για τη λειτουργία των τοπικών αγορών. Ο κ. Παπαληγούρας τόνισε ότι στόχος είναι η συγκράτηση των τιμών των βασικών ειδών διατροφής και η προστασία του καταναλωτή. Ανάμεσα στα μέτρα που μελετώνται είναι η ενίσχυση των συνεταιρισμών και η απευθείας διάθεση των προϊόντων από τους παραγωγούς στους καταναλωτές. ΑΘΗΝΑ, 14.— Την ικανοποίησή του για τη λειτουργία των λαϊκών αγορών εξέφρασε ο υπουργός Εμπορίου κ. Παπαληγούρας ο οποίος ανέφερε ότι η κυβέρνηση μελετά τη δημιουργία θεσμικού πλαισίου για τη λειτουργία των τοπικών αγορών. Ο κ. Παπαληγούρας τόνισε ότι στόχος είναι η συγκράτηση των τιμών των βασικών ειδών διατροφής και η προστασία του καταναλωτή. Ανάμεσα στα μέτρα που μελετώνται είναι η ενίσχυση των συνεταιρισμών και η απευθείας διάθεση των προϊόντων από τους παραγωγούς στους καταναλωτές.: [1087, 648, 1560, 876]
currency-buy: 6,259: [186, 251, 213, 261]
currency-table: [30, 174, 283, 349]
currency-name: Νέα Υόρκη: [32, 174, 83, 185]
commodity-exchange-text: ΑΘΗΝΑ, 14. Οι τιμές του χρηματιστηρίου εμπορευμάτων Θεσσαλονίκης είχαν ως εξής: ΒΑΜΒΑΚΙ εκκοκκισμένο 41/11/28 74,00, Δραχ. εκκοκκισμένο 5/28 71.50. Βαμβακόσπορος 6,40. ΟΡΥΖΑ - ΣΑΚΧΑΡΙΣ - ΚΡΙΘΗ. Ρύζι καρολίνα γλασέ 17,00—17,50, ρύζι εύκρατο γλασέ 16,50. Ζάχαρη λευκή 2,50. ΕΛΑΙΑ - ΣΑΠΩΝΕΣ - ΕΛΑΙΑ. Λάδι κάτω του 4 βαθμών 54,00—55,00. Βρώσιμες ελιές 2,20. ΣΙΤΗΡΑ πλευριμα 40,00 δρχ. το κιλό. ΤΥΡΙΑ: Φέτα χονδρική 118,00 δρχ. ΔΕΡΜΑΤΑ: Μάλλινα ακατέργαστα 42,50.: [30, 581, 283, 706]
currency-row: [30, 272, 283, 283]
gold-market: Χόγκ Κόνγκ: [32, 447, 88, 459]
currency-sell: 93,414: [250, 338, 281, 348]
main-headline-line-2: και «κατακρατεί παράνομα»: [528, 102, 1071, 144]
gold-price: 151,85: [250, 447, 281, 458]
airport-heading: ΟΙ ΕΓΚΑΤΑΣΤΑΣΕΙΣ ΤΟΥ ΠΑΛΙΟΥ ΑΕΡΟΔΡΟΜΙΟΥ ΡΟΔΟΥ ΘΑ ΓΙΝΟΥΝ ΠΙΣΤΑ ΓΙΑ ΤΟΥΣ ΑΥΤΟΚΙΝΗΤΙΣΤΙΚΟΥΣ ΑΓΩΝΕΣ: [1105, 987, 1542, 1018]
works-text: ΚΟΜΟΤΗΝΗ, 14.— Εγκρίθηκε από το υπουργείο Εσωτερικών η χρηματοδότηση έργων ύψους 40.000.000 δραχμών στους δήμους Ξάνθης και Κομοτηνής. Τα έργα αφορούν την ύδρευση, την αποχέτευση και την οδοποιία των δύο πόλεων και θα αρχίσουν εντός του Μαΐου.: [295, 644, 512, 724]
kozani-heading: ΟΙ ΠΛΗΓΕΝΤΕΣ ΑΠΟ ΤΙΣ ΑΠΑΛΛΟΤΡΙΩΣΕΙΣ ΣΤΗΝ ΚΟΖΑΝΗ: [55, 1432, 258, 1459]
currency-buy: 63,235: [180, 185, 213, 195]
currency-buy: 91,562: [180, 338, 213, 348]
excursion-subheading: Η ΕΚΔΡΟΜΗ: [122, 1320, 191, 1332]
salary-headline-line-2: ΑΠΟ ΤΟ ΕΠΟΜΕΝΟ ΕΤΟΣ ΤΟ ΝΕΟ ΜΙΣΘΟΛΟΓΙΟ: [613, 2001, 986, 2018]
continuation-label: ΣΥΝΕΧΕΙΑ ΑΠ' ΤΗΝ 1Η ΣΕΛΙΔΑ: [73, 1174, 240, 1186]
currency-buy: 14,734: [180, 229, 213, 239]
larisa-heading: ΓΙΑ ΠΡΟΣΗΛΥΤΙΣΜΟ ΣΥΝΕΛΗΦΘΗ ΖΕΥΓΟΣ ΟΛΛΑΝΔΩΝ ΣΤΗ ΛΑΡΙΣΑ: [297, 245, 510, 272]
currency-name: Κοπεγχάγη: [32, 251, 84, 262]
currency-row: [30, 338, 283, 349]
gold-market: Λονδίνο: [32, 403, 70, 415]
currency-sell: 4,245: [255, 305, 281, 315]
embassy-text: Η πρεσβεία της Γιουγκοσλαβίας στην Αθήνα ενημερώθηκε αμέσως για το ατύχημα και ζήτησε λεπτομέρειες από τις ελληνικές αρχές.: [30, 1384, 283, 1419]
strike-headline-line-2: θα αποφασίσουν την Κυριακή για την απεργία: [539, 884, 1060, 941]
currency-sell: 102,379: [244, 218, 281, 228]
gold-row: [30, 436, 283, 447]
currency-name: Λισσαβών: [32, 338, 80, 349]
currency-name: Όσλο: [32, 283, 57, 294]
currency-name: Ρώμη: [32, 305, 57, 316]
